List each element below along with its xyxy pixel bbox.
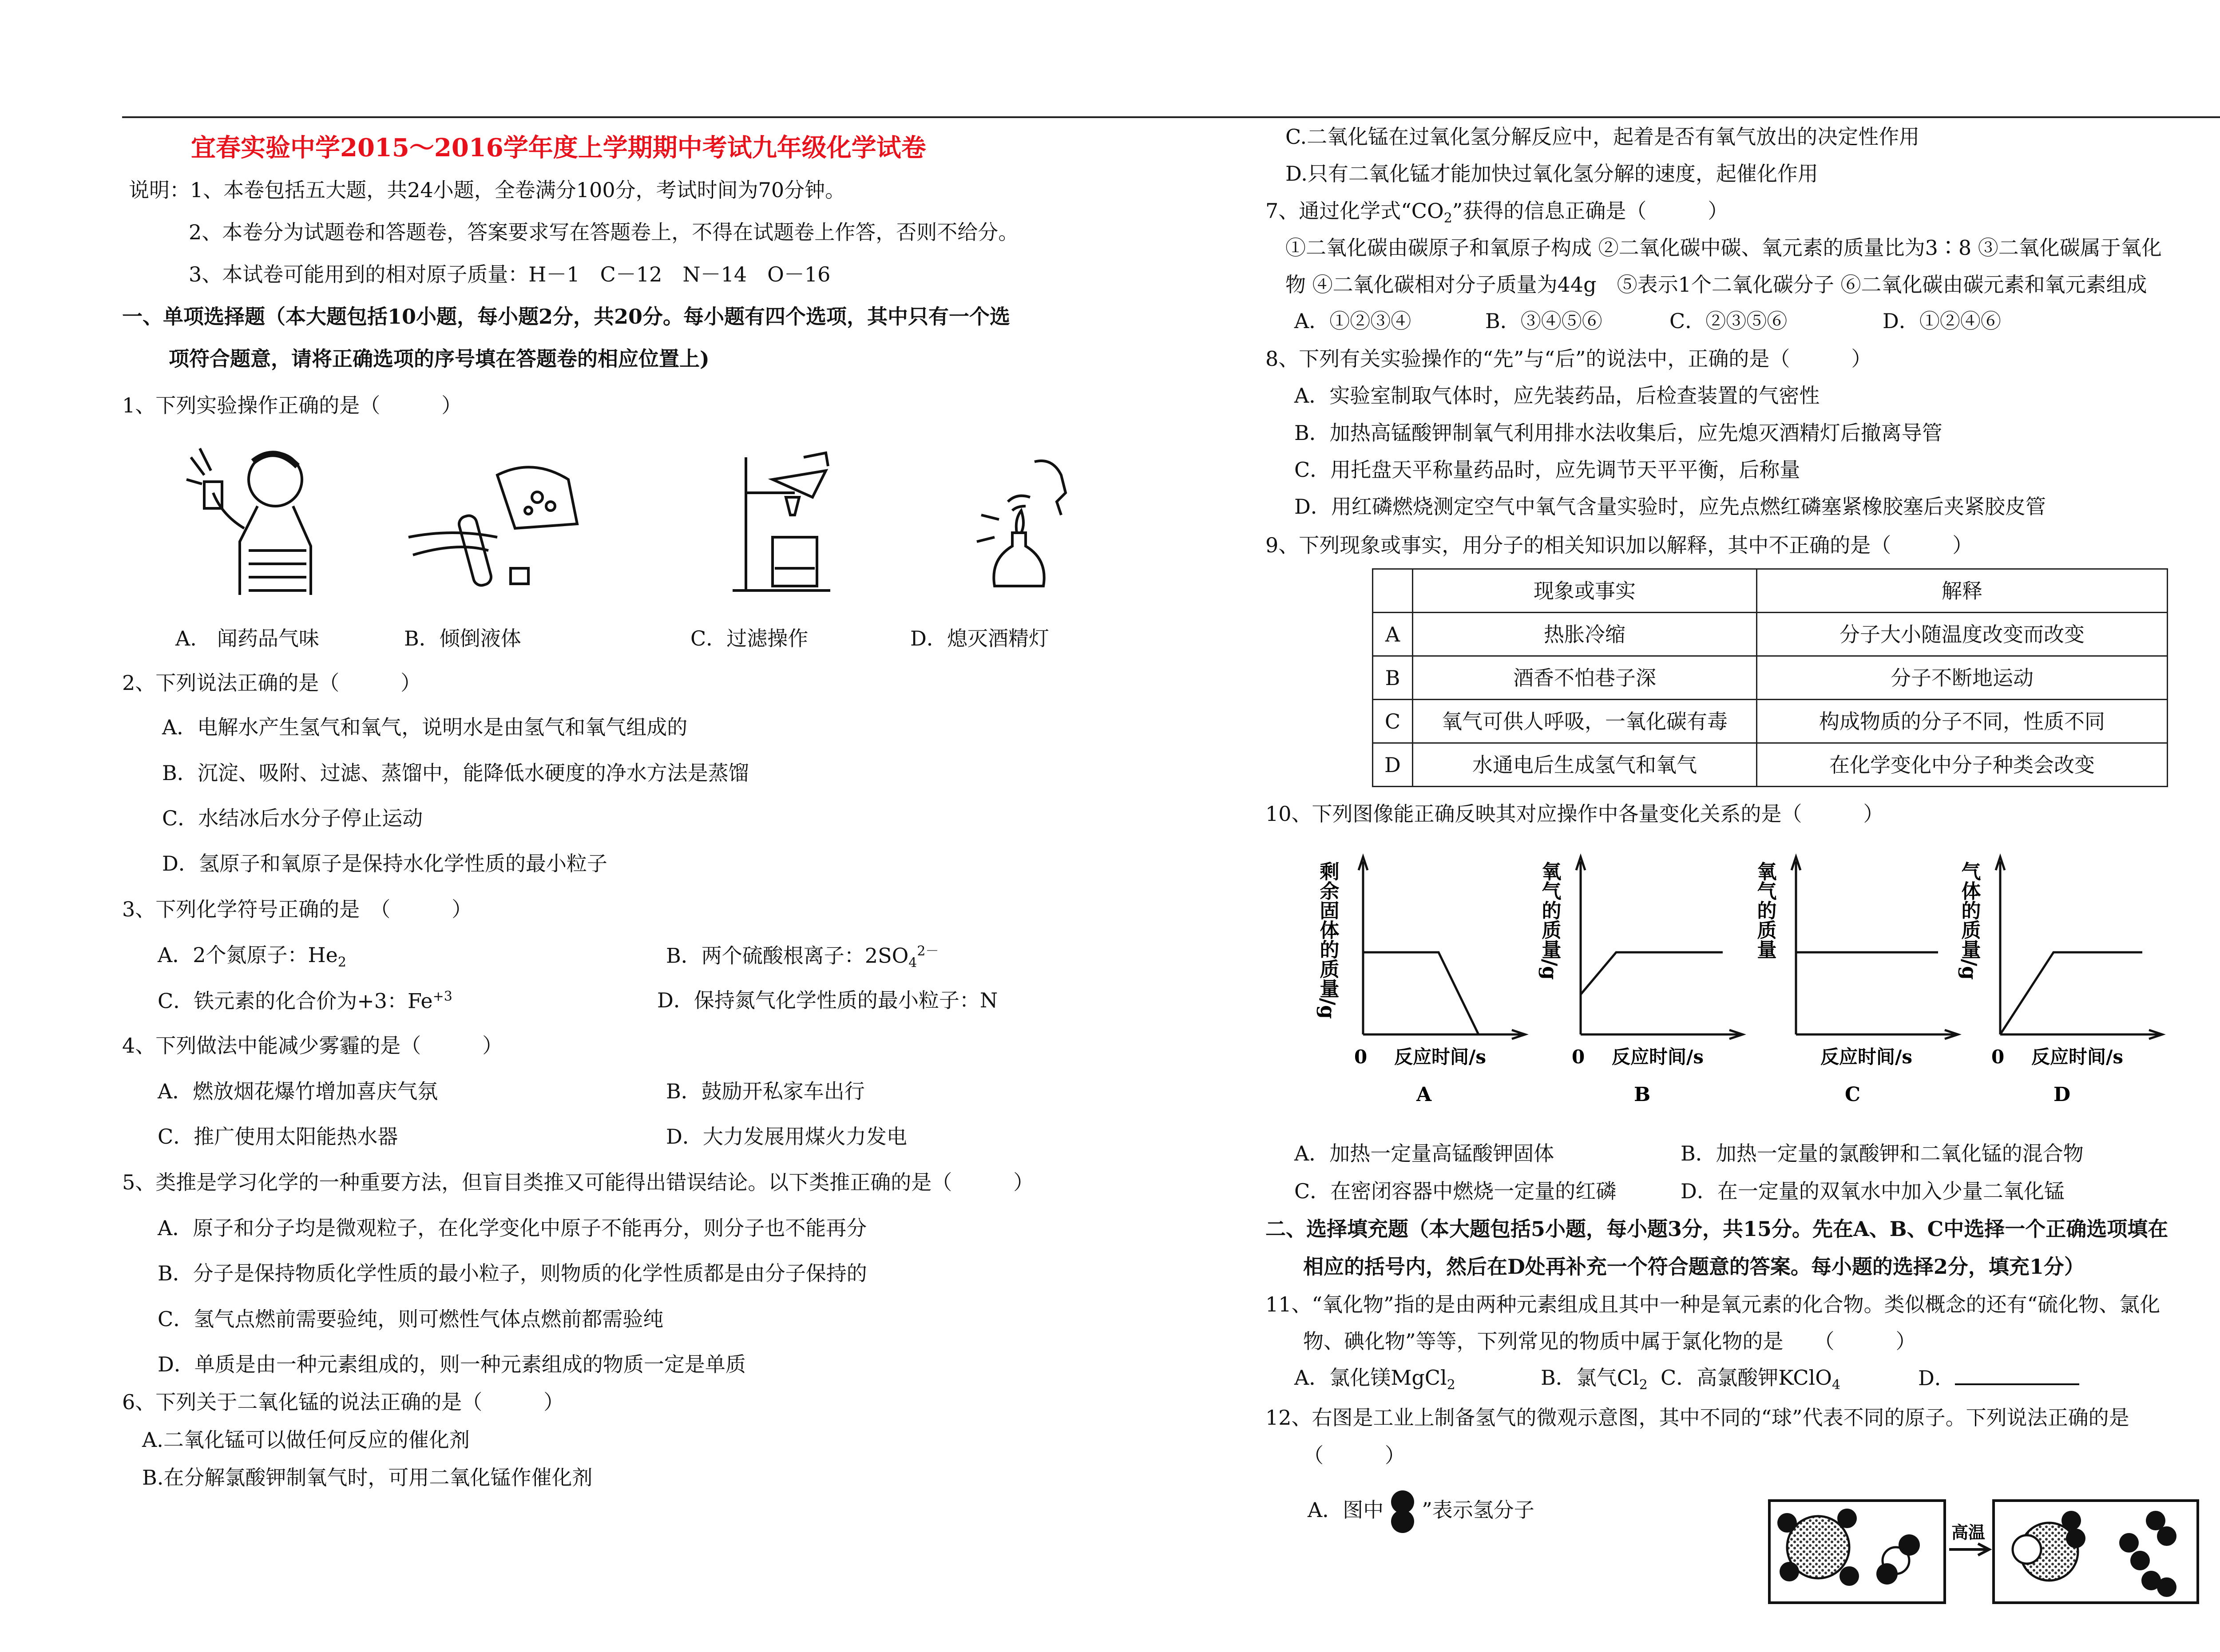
q8-option-d: D．用红磷燃烧测定空气中氧气含量实验时，应先点燃红磷塞紧橡胶塞后夹紧胶皮管 [1294, 495, 2046, 519]
table-row [1373, 656, 2168, 700]
table-cell: D [1373, 743, 1413, 787]
table-row [1373, 743, 2168, 787]
q1-stem: 1、下列实验操作正确的是（ ） [122, 393, 462, 417]
q11-line-1: 11、“氧化物”指的是由两种元素组成且其中一种是氧元素的化合物。类似概念的还有“硫化物、氯化 [1265, 1292, 2161, 1316]
table-cell: C [1373, 700, 1413, 743]
graph-b-xlabel: 反应时间/s [1612, 1046, 1704, 1068]
graph-d-label: D [2054, 1083, 2071, 1106]
hydrogen-molecule-icon [1387, 1490, 1418, 1534]
table-header-row [1373, 569, 2168, 613]
graph-b-label: B [1634, 1083, 1651, 1106]
note-3: 3、本试卷可能用到的相对原子质量：H－1 C－12 N－14 O－16 [189, 262, 831, 286]
q11-option-a: A．氯化镁MgCl$_2$ [1294, 1366, 1455, 1393]
graph-c-xlabel: 反应时间/s [1820, 1046, 1912, 1068]
q10-graph-d [1951, 852, 2173, 1110]
table-cell: B [1373, 656, 1413, 700]
q3-option-c: C．铁元素的化合价为+3：$Fe^{+3}$ [158, 989, 452, 1013]
pour-liquid-figure [400, 448, 586, 595]
graph-b-ylabel: 氧气的质量/g [1538, 861, 1561, 980]
q4-option-a: A．燃放烟花爆竹增加喜庆气氛 [158, 1079, 438, 1103]
paper-title: 宜春实验中学2015～2016学年度上学期期中考试九年级化学试卷 [191, 133, 926, 162]
table-cell: 分子大小随温度改变而改变 [1757, 613, 2168, 656]
q11-option-d: D． [1918, 1367, 2079, 1388]
table-row [1373, 700, 2168, 743]
q10-graph-a [1314, 852, 1536, 1110]
table-cell: 构成物质的分子不同，性质不同 [1757, 700, 2168, 743]
q7-stem: 7、通过化学式“$CO_2$”获得的信息正确是（ ） [1265, 199, 1728, 226]
q10-option-d: D．在一定量的双氧水中加入少量二氧化锰 [1681, 1179, 2065, 1203]
q3-option-a: A．2个氮原子：$He_2$ [158, 943, 346, 971]
q4-option-c: C．推广使用太阳能热水器 [158, 1125, 398, 1149]
table-cell: 在化学变化中分子种类会改变 [1757, 743, 2168, 787]
q7-option-d: D．①②④⑥ [1883, 309, 2001, 333]
section1-heading: 一、单项选择题（本大题包括10小题，每小题2分，共20分。每小题有四个选项，其中只有一个选 [122, 305, 1011, 329]
q7-line-2: 物 ④二氧化碳相对分子质量为44g ⑤表示1个二氧化碳分子 ⑥二氧化碳由碳元素和氧元素组成 [1285, 273, 2147, 297]
q11-option-b: B．氯气$Cl_2$ [1541, 1366, 1648, 1393]
q2-stem: 2、下列说法正确的是（ ） [122, 671, 421, 695]
q10-graph-b [1532, 852, 1754, 1110]
q10-option-c: C．在密闭容器中燃烧一定量的红磷 [1294, 1179, 1617, 1203]
top-rule [122, 116, 2220, 118]
q7-option-c: C．②③⑤⑥ [1669, 309, 1788, 333]
table-cell: A [1373, 613, 1413, 656]
q7-line-1: ①二氧化碳由碳原子和氧原子构成 ②二氧化碳中碳、氧元素的质量比为3∶8 ③二氧化碳属于氧化 [1285, 236, 2162, 260]
filter-figure [724, 448, 839, 595]
graph-b-origin: 0 [1572, 1046, 1585, 1068]
q12-micro-diagram [1765, 1494, 2209, 1607]
q9-table [1372, 568, 2168, 787]
graph-d-origin: 0 [1991, 1046, 2005, 1068]
q8-option-b: B．加热高锰酸钾制氧气利用排水法收集后，应先熄灭酒精灯后撤离导管 [1294, 421, 1942, 445]
q3-stem: 3、下列化学符号正确的是 （ ） [122, 897, 472, 921]
q1-option-b: B．倾倒液体 [404, 626, 521, 650]
q9-stem: 9、下列现象或事实，用分子的相关知识加以解释，其中不正确的是（ ） [1265, 533, 1973, 557]
q11-line-2: 物、碘化物”等等，下列常见的物质中属于氯化物的是 （ ） [1303, 1329, 1916, 1353]
q10-option-b: B．加热一定量的氯酸钾和二氧化锰的混合物 [1681, 1141, 2084, 1165]
q1-option-a: A. 闻药品气味 [175, 626, 319, 650]
q12-line-2: （ ） [1303, 1443, 1405, 1467]
graph-a-label: A [1416, 1083, 1432, 1106]
q3-option-d: D．保持氮气化学性质的最小粒子：N [657, 988, 998, 1012]
q10-graph-c [1747, 852, 1969, 1110]
q8-stem: 8、下列有关实验操作的“先”与“后”的说法中，正确的是（ ） [1265, 347, 1872, 371]
q6-stem: 6、下列关于二氧化锰的说法正确的是（ ） [122, 1390, 564, 1414]
extinguish-lamp-figure [972, 453, 1079, 590]
q10-option-a: A．加热一定量高锰酸钾固体 [1294, 1141, 1554, 1165]
q4-stem: 4、下列做法中能减少雾霾的是（ ） [122, 1034, 503, 1058]
table-cell: 氧气可供人呼吸，一氧化碳有毒 [1413, 700, 1757, 743]
q12-option-a: A．图中 ”表示氢分子 [1308, 1490, 1534, 1534]
graph-a-origin: 0 [1354, 1046, 1368, 1068]
smell-figure [178, 440, 329, 599]
q10-stem: 10、下列图像能正确反映其对应操作中各量变化关系的是（ ） [1265, 802, 1884, 826]
section1-heading-cont: 项符合题意，请将正确选项的序号填在答题卷的相应位置上) [169, 347, 710, 371]
q8-option-a: A．实验室制取气体时，应先装药品，后检查装置的气密性 [1294, 384, 1820, 408]
section2-heading-cont: 相应的括号内，然后在D处再补充一个符合题意的答案。每小题的选择2分，填充1分） [1303, 1255, 2085, 1279]
table-header-cell: 现象或事实 [1413, 569, 1757, 613]
table-row [1373, 613, 2168, 656]
q5-option-c: C．氢气点燃前需要验纯，则可燃性气体点燃前都需验纯 [158, 1307, 664, 1331]
q4-option-d: D．大力发展用煤火力发电 [666, 1125, 907, 1149]
q5-option-b: B．分子是保持物质化学性质的最小粒子，则物质的化学性质都是由分子保持的 [158, 1261, 867, 1285]
q5-option-a: A．原子和分子均是微观粒子，在化学变化中原子不能再分，则分子也不能再分 [158, 1216, 867, 1240]
table-header-cell: 解释 [1757, 569, 2168, 613]
graph-c-label: C [1845, 1083, 1861, 1106]
note-2: 2、本卷分为试题卷和答题卷，答案要求写在答题卷上，不得在试题卷上作答，否则不给分。 [189, 220, 1019, 244]
graph-a-xlabel: 反应时间/s [1394, 1046, 1486, 1068]
q11-option-c: C．高氯酸钾KClO$_4$ [1661, 1366, 1841, 1393]
q2-option-b: B．沉淀、吸附、过滤、蒸馏中，能降低水硬度的净水方法是蒸馏 [162, 761, 749, 785]
q5-stem: 5、类推是学习化学的一种重要方法，但盲目类推又可能得出错误结论。以下类推正确的是（ ） [122, 1170, 1034, 1194]
table-cell: 热胀冷缩 [1413, 613, 1757, 656]
note-1: 说明：1、本卷包括五大题，共24小题，全卷满分100分，考试时间为70分钟。 [129, 178, 846, 202]
q2-option-a: A．电解水产生氢气和氧气，说明水是由氢气和氧气组成的 [162, 715, 688, 739]
q4-option-b: B．鼓励开私家车出行 [666, 1079, 865, 1103]
table-cell: 分子不断地运动 [1757, 656, 2168, 700]
table-cell: 水通电后生成氢气和氧气 [1413, 743, 1757, 787]
q5-option-d: D．单质是由一种元素组成的，则一种元素组成的物质一定是单质 [158, 1352, 746, 1376]
graph-d-ylabel: 气体的质量/g [1958, 861, 1981, 980]
q3-option-b: B．两个硫酸根离子：$2SO_4^{2-}$ [666, 943, 939, 971]
q6-option-b: B.在分解氯酸钾制氧气时，可用二氧化锰作催化剂 [142, 1466, 593, 1490]
graph-c-ylabel: 氧气的质量 [1753, 861, 1776, 959]
q12-line-1: 12、右图是工业上制备氢气的微观示意图，其中不同的“球”代表不同的原子。下列说法正确的是 [1265, 1406, 2129, 1430]
arrow-label: 高温 [1951, 1522, 1986, 1542]
table-header-cell [1373, 569, 1413, 613]
q6-option-c: C.二氧化锰在过氧化氢分解反应中，起着是否有氧气放出的决定性作用 [1285, 125, 1920, 149]
q7-option-a: A．①②③④ [1294, 309, 1411, 333]
section2-heading: 二、选择填充题（本大题包括5小题，每小题3分，共15分。先在A、B、C中选择一个正确选项填在 [1265, 1217, 2168, 1241]
q7-option-b: B．③④⑤⑥ [1485, 309, 1602, 333]
q2-option-c: C．水结冰后水分子停止运动 [162, 806, 423, 830]
answer-blank [1955, 1367, 2079, 1385]
q6-option-a: A.二氧化锰可以做任何反应的催化剂 [142, 1428, 470, 1452]
graph-a-ylabel: 剩余固体的质量/g [1316, 861, 1339, 1019]
table-cell: 酒香不怕巷子深 [1413, 656, 1757, 700]
q1-option-c: C．过滤操作 [690, 626, 809, 650]
graph-d-xlabel: 反应时间/s [2031, 1046, 2123, 1068]
q8-option-c: C．用托盘天平称量药品时，应先调节天平平衡，后称量 [1294, 458, 1800, 482]
q1-option-d: D．熄灭酒精灯 [910, 626, 1049, 650]
q2-option-d: D．氢原子和氧原子是保持水化学性质的最小粒子 [162, 852, 607, 876]
q6-option-d: D.只有二氧化锰才能加快过氧化氢分解的速度，起催化作用 [1285, 162, 1818, 186]
